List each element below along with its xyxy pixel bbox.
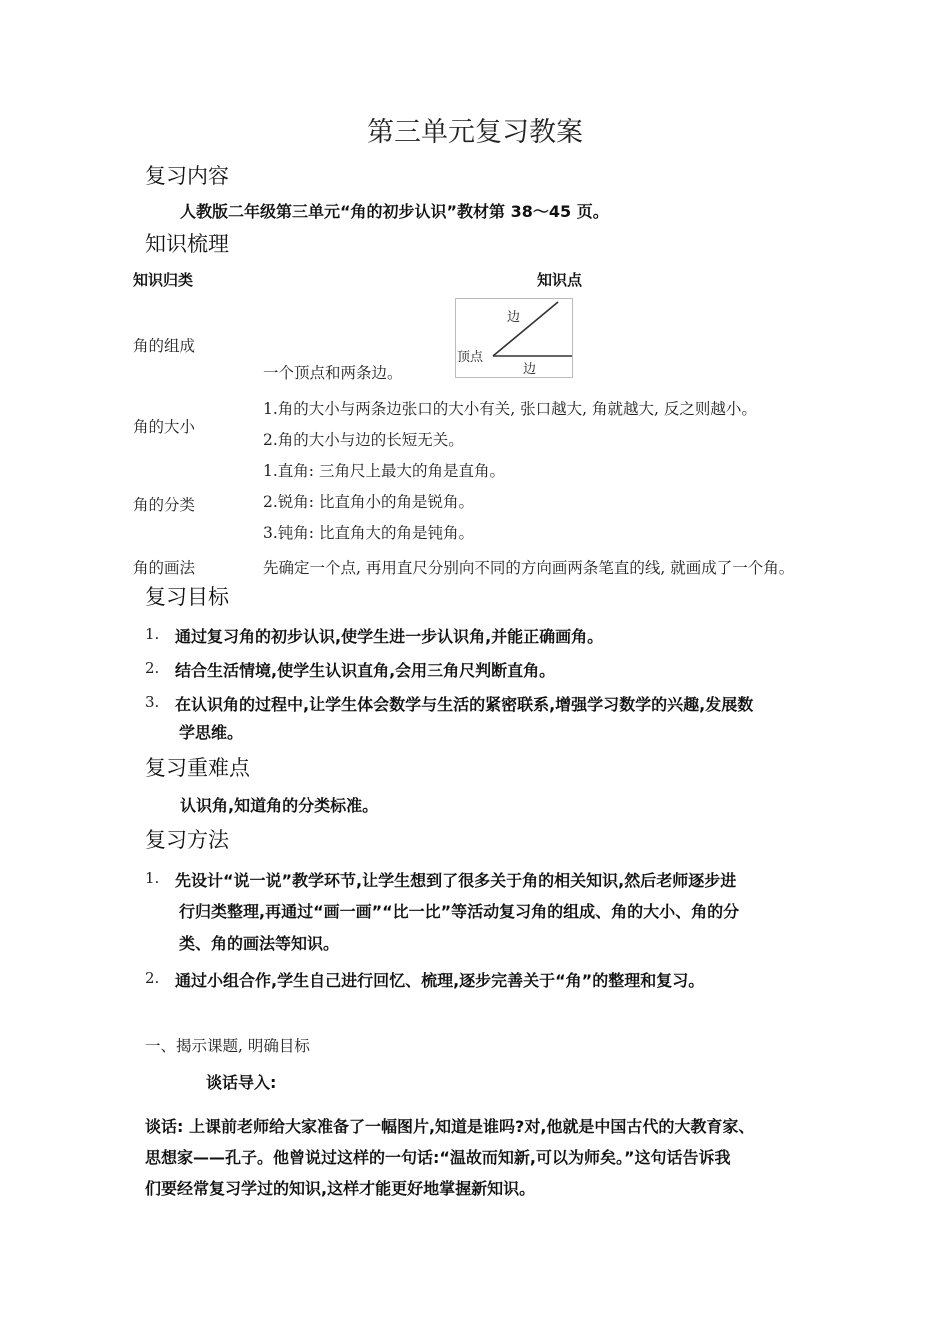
section-heading-content: 复习内容: [145, 164, 229, 188]
method-line: 先设计“说一说”教学环节,让学生想到了很多关于角的相关知识,然后老师逐步进: [175, 871, 737, 890]
table-header-category: 知识归类: [133, 271, 194, 289]
classify-line-1: 1.直角: 三角尺上最大的角是直角。: [263, 462, 505, 480]
angle-diagram: [455, 298, 573, 378]
label-edge-bottom: 边: [523, 362, 537, 377]
goal-number: 3.: [145, 693, 160, 711]
section-heading-goals: 复习目标: [145, 585, 229, 609]
row-label-size: 角的大小: [133, 418, 196, 436]
key-text: 认识角,知道角的分类标准。: [180, 796, 379, 815]
method-number: 2.: [145, 969, 160, 987]
angle-edge-top: [493, 302, 558, 356]
intro-line: 思想家——孔子。他曾说过这样的一句话:“温故而知新,可以为师矣。”这句话告诉我: [145, 1148, 731, 1167]
size-line-1: 1.角的大小与两条边张口的大小有关, 张口越大, 角就越大, 反之则越小。: [263, 400, 757, 418]
method-line: 类、角的画法等知识。: [179, 934, 340, 953]
goal-line: 结合生活情境,使学生认识直角,会用三角尺判断直角。: [175, 661, 556, 680]
section-heading-intro: 一、揭示课题, 明确目标: [145, 1037, 310, 1055]
page-title: 第三单元复习教案: [367, 117, 583, 148]
row-label-composition: 角的组成: [133, 337, 196, 355]
intro-line: 谈话: 上课前老师给大家准备了一幅图片,知道是谁吗?对,他就是中国古代的大教育家、: [145, 1117, 755, 1136]
section-heading-key: 复习重难点: [145, 756, 250, 780]
method-line: 通过小组合作,学生自己进行回忆、梳理,逐步完善关于“角”的整理和复习。: [175, 971, 705, 990]
size-line-2: 2.角的大小与边的长短无关。: [263, 431, 464, 449]
draw-text: 先确定一个点, 再用直尺分别向不同的方向画两条笔直的线, 就画成了一个角。: [263, 559, 795, 577]
method-number: 1.: [145, 869, 160, 887]
classify-line-3: 3.钝角: 比直角大的角是钝角。: [263, 524, 474, 542]
method-line: 行归类整理,再通过“画一画”“比一比”等活动复习角的组成、角的大小、角的分: [179, 902, 740, 921]
goal-line: 在认识角的过程中,让学生体会数学与生活的紧密联系,增强学习数学的兴趣,发展数: [175, 695, 754, 714]
goal-number: 2.: [145, 659, 160, 677]
row-label-draw: 角的画法: [133, 559, 196, 577]
goal-line: 通过复习角的初步认识,使学生进一步认识角,并能正确画角。: [175, 627, 604, 646]
table-header-points: 知识点: [537, 271, 583, 289]
label-vertex: 顶点: [457, 350, 484, 365]
intro-subheading: 谈话导入:: [206, 1073, 277, 1092]
label-edge-top: 边: [507, 310, 521, 325]
goal-number: 1.: [145, 625, 160, 643]
goal-line: 学思维。: [179, 723, 244, 742]
classify-line-2: 2.锐角: 比直角小的角是锐角。: [263, 493, 474, 511]
section-heading-knowledge: 知识梳理: [145, 232, 229, 256]
composition-text: 一个顶点和两条边。: [263, 364, 403, 382]
section-heading-method: 复习方法: [145, 828, 229, 852]
content-text: 人教版二年级第三单元“角的初步认识”教材第 38～45 页。: [180, 202, 609, 221]
intro-line: 们要经常复习学过的知识,这样才能更好地掌握新知识。: [145, 1179, 536, 1198]
row-label-classify: 角的分类: [133, 496, 196, 514]
